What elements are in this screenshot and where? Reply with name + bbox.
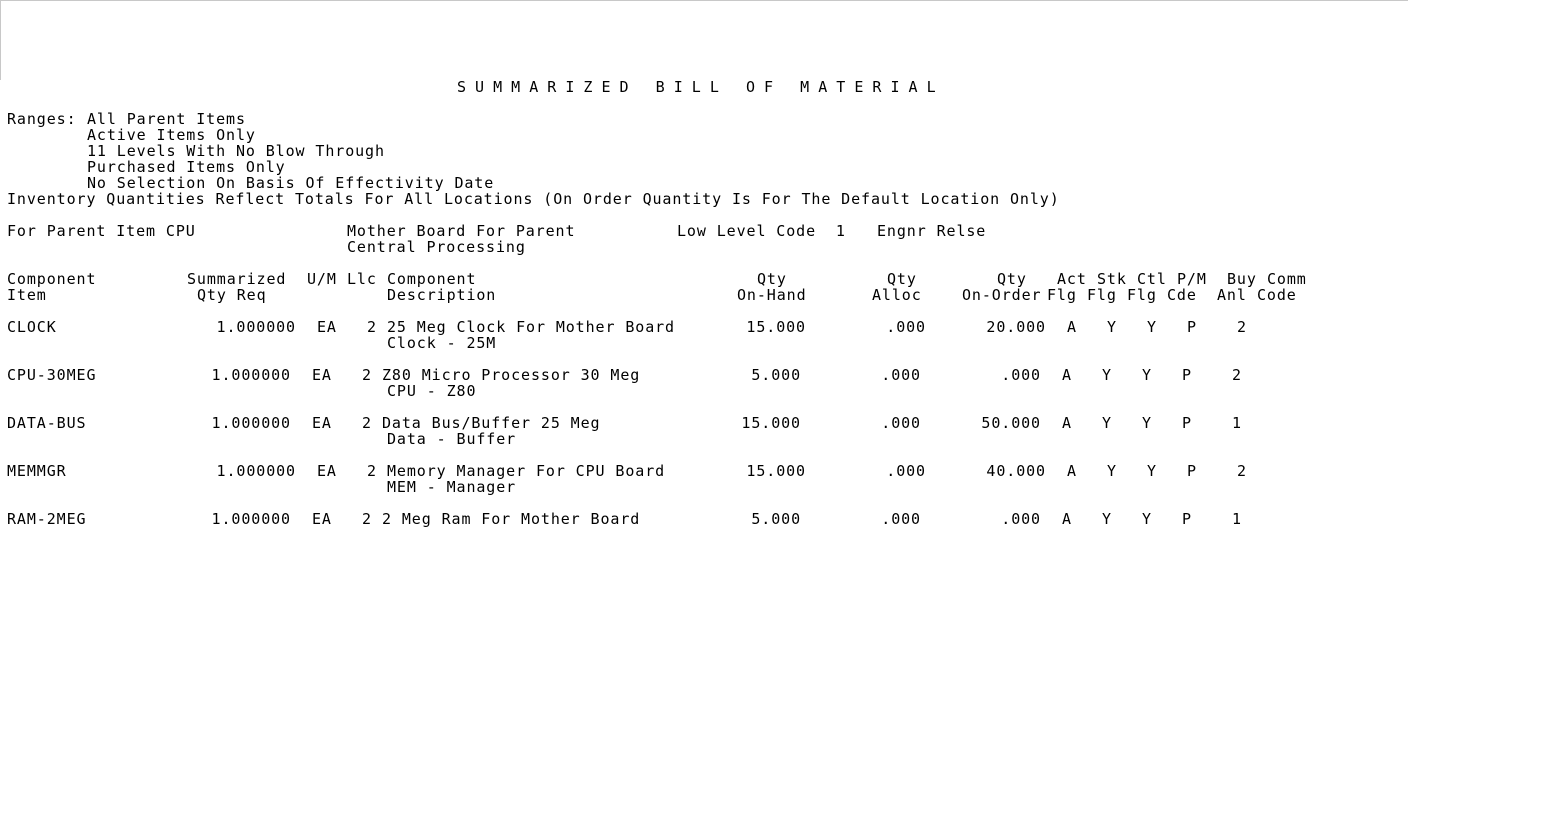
row-item: CLOCK [7,318,57,336]
row-on-order: 20.000 [986,318,1046,336]
row-on-order: 40.000 [986,462,1046,480]
row-ctl-flag: Y [1147,318,1157,336]
row-act-flag: A [1067,318,1077,336]
col-component-description: Description [387,286,497,304]
row-qty-req: 1.000000 [211,414,291,432]
row-description-2: Data - Buffer [387,430,517,448]
col-stk-flg: Stk [1097,270,1127,288]
row-pm-code: P [1187,462,1197,480]
row-pm-code: P [1182,414,1192,432]
inventory-note: Inventory Quantities Reflect Totals For All Locations (On Order Quantity Is For The Default Location Only) [7,190,1060,208]
col-summarized-qty: Summarized [187,270,287,288]
row-stk-flag: Y [1102,366,1112,384]
row-ctl-flag: Y [1142,414,1152,432]
col-ctl-flg: Ctl [1137,270,1167,288]
row-llc: 2 [362,414,372,432]
row-llc: 2 [362,510,372,528]
row-description: 2 Meg Ram For Mother Board [382,510,641,528]
row-description-2: CPU - Z80 [387,382,477,400]
row-act-flag: A [1062,510,1072,528]
row-on-hand: 5.000 [751,366,801,384]
parent-description: Mother Board For Parent [347,222,576,240]
col-comm-code: Code [1257,286,1297,304]
frame-top-border [0,0,1408,1]
range-item: No Selection On Basis Of Effectivity Date [87,174,495,192]
row-description: Z80 Micro Processor 30 Meg [382,366,641,384]
row-item: CPU-30MEG [7,366,97,384]
col-component-item: Component [7,270,97,288]
col-act-flg: Flg [1047,286,1077,304]
row-on-hand: 5.000 [751,510,801,528]
col-stk-flg: Flg [1087,286,1117,304]
row-stk-flag: Y [1107,318,1117,336]
range-item: All Parent Items [87,110,246,128]
row-buy-anl: 2 [1232,366,1242,384]
row-on-hand: 15.000 [746,462,806,480]
row-um: EA [317,462,337,480]
col-component-description: Component [387,270,477,288]
row-um: EA [312,366,332,384]
range-item: Active Items Only [87,126,256,144]
row-alloc: .000 [881,510,921,528]
row-llc: 2 [367,462,377,480]
row-llc: 2 [367,318,377,336]
row-pm-code: P [1182,366,1192,384]
col-comm-code: Comm [1267,270,1307,288]
col-qty-onhand: Qty [757,270,787,288]
col-qty-alloc: Alloc [872,286,922,304]
row-qty-req: 1.000000 [216,318,296,336]
engineering-release: Engnr Relse [877,222,987,240]
col-summarized-qty: Qty Req [197,286,267,304]
row-buy-anl: 2 [1237,462,1247,480]
row-ctl-flag: Y [1142,510,1152,528]
row-qty-req: 1.000000 [211,366,291,384]
row-description: 25 Meg Clock For Mother Board [387,318,675,336]
row-ctl-flag: Y [1147,462,1157,480]
row-um: EA [312,414,332,432]
row-description: Data Bus/Buffer 25 Meg [382,414,601,432]
row-alloc: .000 [886,462,926,480]
col-ctl-flg: Flg [1127,286,1157,304]
row-on-hand: 15.000 [746,318,806,336]
range-item: Purchased Items Only [87,158,286,176]
row-buy-anl: 1 [1232,510,1242,528]
col-buy-anl: Anl [1217,286,1247,304]
col-pm-cde: P/M [1177,270,1207,288]
low-level-code: Low Level Code 1 [677,222,846,240]
row-pm-code: P [1182,510,1192,528]
col-pm-cde: Cde [1167,286,1197,304]
row-description-2: Clock - 25M [387,334,497,352]
row-act-flag: A [1062,414,1072,432]
col-buy-anl: Buy [1227,270,1257,288]
row-stk-flag: Y [1107,462,1117,480]
row-item: DATA-BUS [7,414,87,432]
row-stk-flag: Y [1102,414,1112,432]
row-um: EA [312,510,332,528]
row-alloc: .000 [886,318,926,336]
frame-left-border [0,0,1,80]
ranges-label: Ranges: [7,110,77,128]
row-alloc: .000 [881,366,921,384]
row-act-flag: A [1062,366,1072,384]
row-qty-req: 1.000000 [216,462,296,480]
row-on-order: 50.000 [981,414,1041,432]
row-item: RAM-2MEG [7,510,87,528]
row-on-hand: 15.000 [741,414,801,432]
row-um: EA [317,318,337,336]
row-stk-flag: Y [1102,510,1112,528]
col-component-item: Item [7,286,47,304]
col-qty-alloc: Qty [887,270,917,288]
col-um: U/M [307,270,337,288]
col-act-flg: Act [1057,270,1087,288]
col-qty-onhand: On-Hand [737,286,807,304]
col-qty-onorder: On-Order [962,286,1042,304]
row-item: MEMMGR [7,462,67,480]
row-act-flag: A [1067,462,1077,480]
row-buy-anl: 2 [1237,318,1247,336]
col-qty-onorder: Qty [997,270,1027,288]
report-title: S U M M A R I Z E D B I L L O F M A T E R I A L [457,78,936,96]
row-pm-code: P [1187,318,1197,336]
range-item: 11 Levels With No Blow Through [87,142,385,160]
row-on-order: .000 [1001,510,1041,528]
row-llc: 2 [362,366,372,384]
row-alloc: .000 [881,414,921,432]
row-description-2: MEM - Manager [387,478,517,496]
parent-description-2: Central Processing [347,238,526,256]
row-qty-req: 1.000000 [211,510,291,528]
parent-item-label: For Parent Item CPU [7,222,196,240]
row-on-order: .000 [1001,366,1041,384]
row-buy-anl: 1 [1232,414,1242,432]
col-llc: Llc [347,270,377,288]
row-description: Memory Manager For CPU Board [387,462,666,480]
row-ctl-flag: Y [1142,366,1152,384]
